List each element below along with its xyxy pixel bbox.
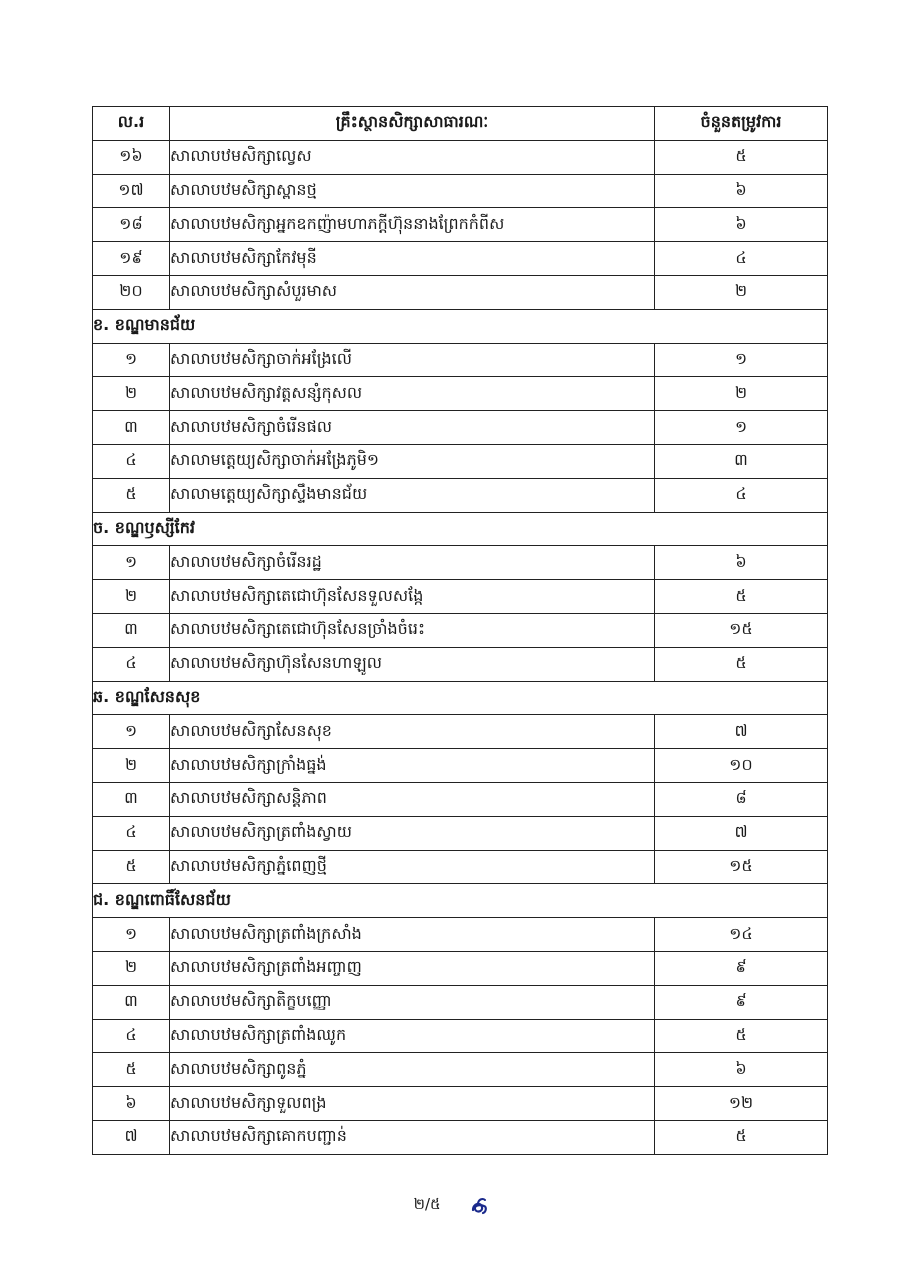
school-name: សាលាបឋមសិក្សាត្រពាំងក្រសាំង bbox=[170, 918, 655, 952]
row-number: ៤ bbox=[93, 647, 170, 681]
table-row bbox=[93, 613, 828, 647]
row-number: ១ bbox=[93, 546, 170, 580]
required-count: ៦ bbox=[655, 174, 828, 208]
required-count: ៩ bbox=[655, 951, 828, 985]
table-row bbox=[93, 444, 828, 478]
table-row bbox=[93, 343, 828, 377]
school-name: សាលាបឋមសិក្សាស្ពានថ្ម bbox=[170, 174, 655, 208]
table-row bbox=[93, 749, 828, 783]
table-row bbox=[93, 918, 828, 952]
page-footer bbox=[0, 1194, 905, 1218]
row-number: ៥ bbox=[93, 1053, 170, 1087]
school-name: សាលាបឋមសិក្សាទួលពង្រ bbox=[170, 1087, 655, 1121]
required-count: ២ bbox=[655, 275, 828, 309]
required-count: ៥ bbox=[655, 1019, 828, 1053]
required-count: ១០ bbox=[655, 749, 828, 783]
header-number: ល.រ bbox=[93, 107, 170, 141]
header-count: ចំនួនតម្រូវការ bbox=[655, 107, 828, 141]
table-row bbox=[93, 1120, 828, 1154]
table-row bbox=[93, 275, 828, 309]
section-label: ឆ. ខណ្ឌសែនសុខ bbox=[93, 681, 828, 715]
row-number: ៤ bbox=[93, 816, 170, 850]
table-row bbox=[93, 850, 828, 884]
section-label: ច. ខណ្ឌឫស្សីកែវ bbox=[93, 512, 828, 546]
row-number: ២០ bbox=[93, 275, 170, 309]
table-row bbox=[93, 580, 828, 614]
required-count: ២ bbox=[655, 377, 828, 411]
school-name: សាលាបឋមសិក្សាត្រពាំងស្វាយ bbox=[170, 816, 655, 850]
row-number: ៦ bbox=[93, 1087, 170, 1121]
required-count: ៦ bbox=[655, 1053, 828, 1087]
school-name: សាលាបឋមសិក្សាចំរើនរដ្ឋ bbox=[170, 546, 655, 580]
row-number: ១ bbox=[93, 918, 170, 952]
table-row bbox=[93, 951, 828, 985]
row-number: ១៦ bbox=[93, 140, 170, 174]
row-number: ៥ bbox=[93, 478, 170, 512]
required-count: ១៥ bbox=[655, 850, 828, 884]
school-name: សាលាបឋមសិក្សាសំបួរមាស bbox=[170, 275, 655, 309]
required-count: ៩ bbox=[655, 985, 828, 1019]
row-number: ៣ bbox=[93, 411, 170, 445]
row-number: ២ bbox=[93, 580, 170, 614]
row-number: ១៧ bbox=[93, 174, 170, 208]
required-count: ៧ bbox=[655, 715, 828, 749]
section-row bbox=[93, 309, 828, 343]
required-count: ៥ bbox=[655, 1120, 828, 1154]
table-row bbox=[93, 816, 828, 850]
row-number: ៣ bbox=[93, 782, 170, 816]
table-row bbox=[93, 242, 828, 276]
school-name: សាលាបឋមសិក្សាកែវមុនី bbox=[170, 242, 655, 276]
table-row bbox=[93, 647, 828, 681]
school-name: សាលាបឋមសិក្សាក្រាំងធ្នង់ bbox=[170, 749, 655, 783]
required-count: ៨ bbox=[655, 782, 828, 816]
row-number: ១ bbox=[93, 715, 170, 749]
school-name: សាលាបឋមសិក្សាត្រពាំងអញ្ចាញ bbox=[170, 951, 655, 985]
row-number: ៥ bbox=[93, 850, 170, 884]
section-label: ខ. ខណ្ឌមានជ័យ bbox=[93, 309, 828, 343]
initial-mark bbox=[467, 1194, 491, 1218]
row-number: ៣ bbox=[93, 985, 170, 1019]
required-count: ៦ bbox=[655, 208, 828, 242]
school-name: សាលាបឋមសិក្សាសែនសុខ bbox=[170, 715, 655, 749]
row-number: ១ bbox=[93, 343, 170, 377]
required-count: ៥ bbox=[655, 580, 828, 614]
section-row bbox=[93, 884, 828, 918]
required-count: ១ bbox=[655, 411, 828, 445]
section-row bbox=[93, 512, 828, 546]
row-number: ១៨ bbox=[93, 208, 170, 242]
table-row bbox=[93, 985, 828, 1019]
schools-table bbox=[92, 106, 828, 1155]
row-number: ២ bbox=[93, 951, 170, 985]
section-label: ជ. ខណ្ឌពោធិ៍សែនជ័យ bbox=[93, 884, 828, 918]
required-count: ១ bbox=[655, 343, 828, 377]
table-row bbox=[93, 1019, 828, 1053]
required-count: ១២ bbox=[655, 1087, 828, 1121]
header-school: គ្រឹះស្ថានសិក្សាសាធារណៈ bbox=[170, 107, 655, 141]
required-count: ៤ bbox=[655, 242, 828, 276]
school-name: សាលាបឋមសិក្សាតេជោហ៊ុនសែនច្រាំងចំរេះ bbox=[170, 613, 655, 647]
row-number: ៤ bbox=[93, 1019, 170, 1053]
school-name: សាលាបឋមសិក្សាតេជោហ៊ុនសែនទួលសង្កែ bbox=[170, 580, 655, 614]
row-number: ២ bbox=[93, 749, 170, 783]
school-name: សាលាបឋមសិក្សាពូនភ្នំ bbox=[170, 1053, 655, 1087]
required-count: ៥ bbox=[655, 647, 828, 681]
row-number: ១៩ bbox=[93, 242, 170, 276]
table-row bbox=[93, 782, 828, 816]
school-name: សាលាបឋមសិក្សាវត្តសន្សំកុសល bbox=[170, 377, 655, 411]
required-count: ៥ bbox=[655, 140, 828, 174]
school-name: សាលាបឋមសិក្សាតិក្ខបញ្ញោ bbox=[170, 985, 655, 1019]
table-body bbox=[93, 140, 828, 1154]
school-name: សាលាបឋមសិក្សាគោកបញ្ជាន់ bbox=[170, 1120, 655, 1154]
school-name: សាលាមត្តេយ្យសិក្សាស្ទឹងមានជ័យ bbox=[170, 478, 655, 512]
table-row bbox=[93, 1053, 828, 1087]
table-header-row bbox=[93, 107, 828, 141]
row-number: ៣ bbox=[93, 613, 170, 647]
required-count: ៣ bbox=[655, 444, 828, 478]
school-name: សាលាបឋមសិក្សាចំរើនផល bbox=[170, 411, 655, 445]
school-name: សាលាបឋមសិក្សាត្រពាំងឈូក bbox=[170, 1019, 655, 1053]
row-number: ៧ bbox=[93, 1120, 170, 1154]
school-name: សាលាបឋមសិក្សាហ៊ុនសែនហាឡូល bbox=[170, 647, 655, 681]
row-number: ៤ bbox=[93, 444, 170, 478]
school-name: សាលាបឋមសិក្សាល្វេស bbox=[170, 140, 655, 174]
required-count: ១៤ bbox=[655, 918, 828, 952]
required-count: ៦ bbox=[655, 546, 828, 580]
table-row bbox=[93, 377, 828, 411]
table-row bbox=[93, 478, 828, 512]
row-number: ២ bbox=[93, 377, 170, 411]
table-row bbox=[93, 174, 828, 208]
table-row bbox=[93, 546, 828, 580]
table-row bbox=[93, 411, 828, 445]
table-row bbox=[93, 140, 828, 174]
school-name: សាលាបឋមសិក្សាអ្នកឧកញ៉ាមហាភក្តីហ៊ុននាងព្រែកកំពីស bbox=[170, 208, 655, 242]
table-row bbox=[93, 208, 828, 242]
required-count: ៧ bbox=[655, 816, 828, 850]
school-name: សាលាបឋមសិក្សាសន្តិភាព bbox=[170, 782, 655, 816]
page-number: ២/៥ bbox=[413, 1195, 441, 1213]
school-name: សាលាមត្តេយ្យសិក្សាចាក់អង្រែភូមិ១ bbox=[170, 444, 655, 478]
required-count: ១៥ bbox=[655, 613, 828, 647]
required-count: ៤ bbox=[655, 478, 828, 512]
school-name: សាលាបឋមសិក្សាភ្នំពេញថ្មី bbox=[170, 850, 655, 884]
section-row bbox=[93, 681, 828, 715]
table-row bbox=[93, 715, 828, 749]
school-name: សាលាបឋមសិក្សាចាក់អង្រែលើ bbox=[170, 343, 655, 377]
table-row bbox=[93, 1087, 828, 1121]
